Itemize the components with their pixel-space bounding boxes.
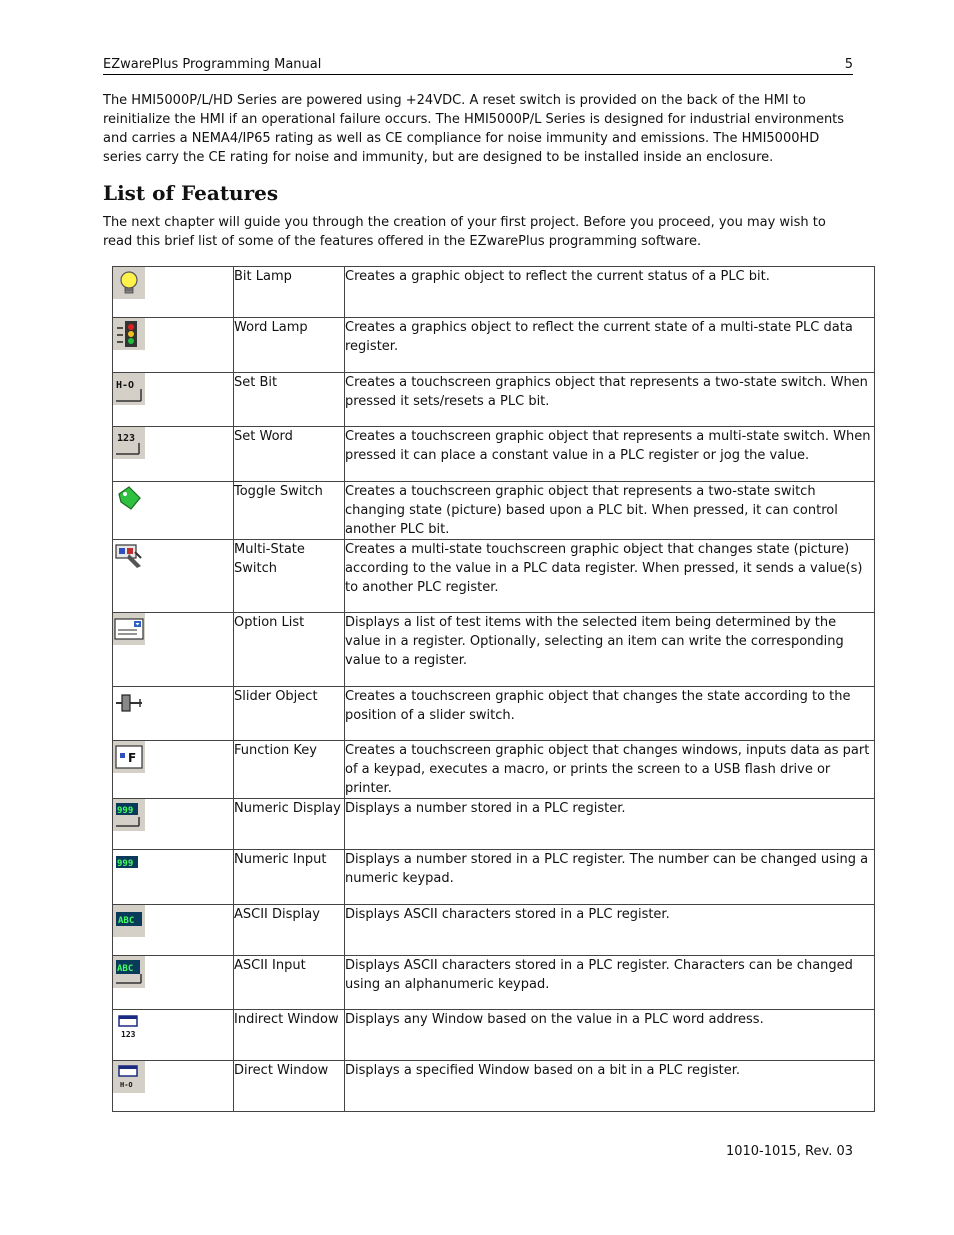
feature-description: Displays a number stored in a PLC register. — [345, 799, 875, 850]
function-key-icon — [113, 741, 145, 773]
table-row — [113, 905, 875, 956]
svg-text:999: 999 — [117, 859, 134, 869]
svg-text:999: 999 — [117, 806, 134, 816]
numeric-input-icon — [113, 850, 145, 882]
feature-description: Displays a number stored in a PLC register. The number can be changed using a numeric keypad. — [345, 850, 875, 905]
manual-title: EZwarePlus Programming Manual — [103, 57, 322, 72]
feature-name: Numeric Display — [234, 799, 345, 850]
feature-description: Creates a multi-state touchscreen graphic object that changes state (picture) according to the value in a PLC data register. When pressed, it sends a value(s) to another PLC register. — [345, 540, 875, 613]
feature-description: Creates a touchscreen graphic object that changes windows, inputs data as part of a keypad, executes a macro, or prints the screen to a USB flash drive or printer. — [345, 741, 875, 799]
feature-description: Creates a touchscreen graphic object that represents a multi-state switch. When pressed it can place a constant value in a PLC register or jog the value. — [345, 427, 875, 482]
feature-name: Numeric Input — [234, 850, 345, 905]
svg-text:123: 123 — [121, 1030, 136, 1039]
feature-name: Option List — [234, 613, 345, 687]
table-row — [113, 540, 875, 613]
svg-text:H-O: H-O — [120, 1081, 133, 1089]
ascii-input-icon — [113, 956, 145, 988]
feature-name: Direct Window — [234, 1061, 345, 1112]
table-row — [113, 267, 875, 318]
svg-text:H-O: H-O — [116, 380, 135, 391]
feature-description: Creates a touchscreen graphic object that represents a two-state switch changing state (picture) based upon a PLC bit. When pressed, it can control another PLC bit. — [345, 482, 875, 540]
svg-text:F: F — [128, 751, 137, 765]
option-list-icon — [113, 613, 145, 645]
multi-state-switch-icon — [113, 540, 145, 572]
numeric-display-icon — [113, 799, 145, 831]
section-intro-paragraph: The next chapter will guide you through the creation of your first project. Before you proceed, you may wish to read this brief list of some of the features offered in the EZwarePlus programming software. — [103, 215, 826, 249]
table-row — [113, 482, 875, 540]
table-row — [113, 1061, 875, 1112]
feature-name: Indirect Window — [234, 1010, 345, 1061]
feature-name: ASCII Display — [234, 905, 345, 956]
set-bit-icon — [113, 373, 145, 405]
feature-name: Word Lamp — [234, 318, 345, 373]
feature-description: Displays ASCII characters stored in a PLC register. Characters can be changed using an alphanumeric keypad. — [345, 956, 875, 1010]
document-revision: 1010-1015, Rev. 03 — [725, 1144, 853, 1159]
feature-name: Set Word — [234, 427, 345, 482]
table-row — [113, 687, 875, 741]
table-row — [113, 799, 875, 850]
page-header — [103, 57, 853, 75]
feature-name: Toggle Switch — [234, 482, 345, 540]
feature-description: Creates a graphic object to reflect the current status of a PLC bit. — [345, 267, 875, 318]
feature-name: Function Key — [234, 741, 345, 799]
section-title: List of Features — [103, 181, 279, 205]
feature-description: Displays a specified Window based on a bit in a PLC register. — [345, 1061, 875, 1112]
indirect-window-icon — [113, 1010, 145, 1042]
table-row — [113, 427, 875, 482]
feature-name: Set Bit — [234, 373, 345, 427]
svg-text:123: 123 — [117, 433, 136, 444]
table-row — [113, 613, 875, 687]
feature-description: Creates a touchscreen graphics object that represents a two-state switch. When pressed it sets/resets a PLC bit. — [345, 373, 875, 427]
table-row — [113, 373, 875, 427]
feature-description: Displays ASCII characters stored in a PLC register. — [345, 905, 875, 956]
table-row — [113, 956, 875, 1010]
set-word-icon — [113, 427, 145, 459]
feature-name: ASCII Input — [234, 956, 345, 1010]
toggle-switch-icon — [113, 482, 145, 514]
svg-text:ABC: ABC — [118, 916, 135, 926]
feature-description: Displays any Window based on the value in a PLC word address. — [345, 1010, 875, 1061]
feature-description: Displays a list of test items with the selected item being determined by the value in a register. Optionally, selecting an item can write the corresponding value to a register. — [345, 613, 875, 687]
table-row — [113, 741, 875, 799]
table-row — [113, 1010, 875, 1061]
ascii-display-icon — [113, 905, 145, 937]
page-number: 5 — [844, 57, 853, 72]
slider-icon — [113, 687, 145, 719]
features-table — [112, 266, 875, 1112]
feature-name: Multi-State Switch — [234, 540, 345, 613]
svg-text:ABC: ABC — [117, 964, 134, 974]
feature-description: Creates a graphics object to reflect the current state of a multi-state PLC data register. — [345, 318, 875, 373]
table-row — [113, 850, 875, 905]
intro-paragraph: The HMI5000P/L/HD Series are powered using +24VDC. A reset switch is provided on the back of the HMI to reinitialize the HMI if an operational failure occurs. The HMI5000P/L Series is designed for industrial environments and carries a NEMA4/IP65 rating as well as CE compliance for noise immunity and emissions. The HMI5000HD series carry the CE rating for noise and immunity, but are designed to be installed inside an enclosure. — [103, 93, 845, 165]
traffic-light-icon — [113, 318, 145, 350]
bulb-icon — [113, 267, 145, 299]
feature-description: Creates a touchscreen graphic object that changes the state according to the position of a slider switch. — [345, 687, 875, 741]
direct-window-icon — [113, 1061, 145, 1093]
table-row — [113, 318, 875, 373]
feature-name: Bit Lamp — [234, 267, 345, 318]
feature-name: Slider Object — [234, 687, 345, 741]
